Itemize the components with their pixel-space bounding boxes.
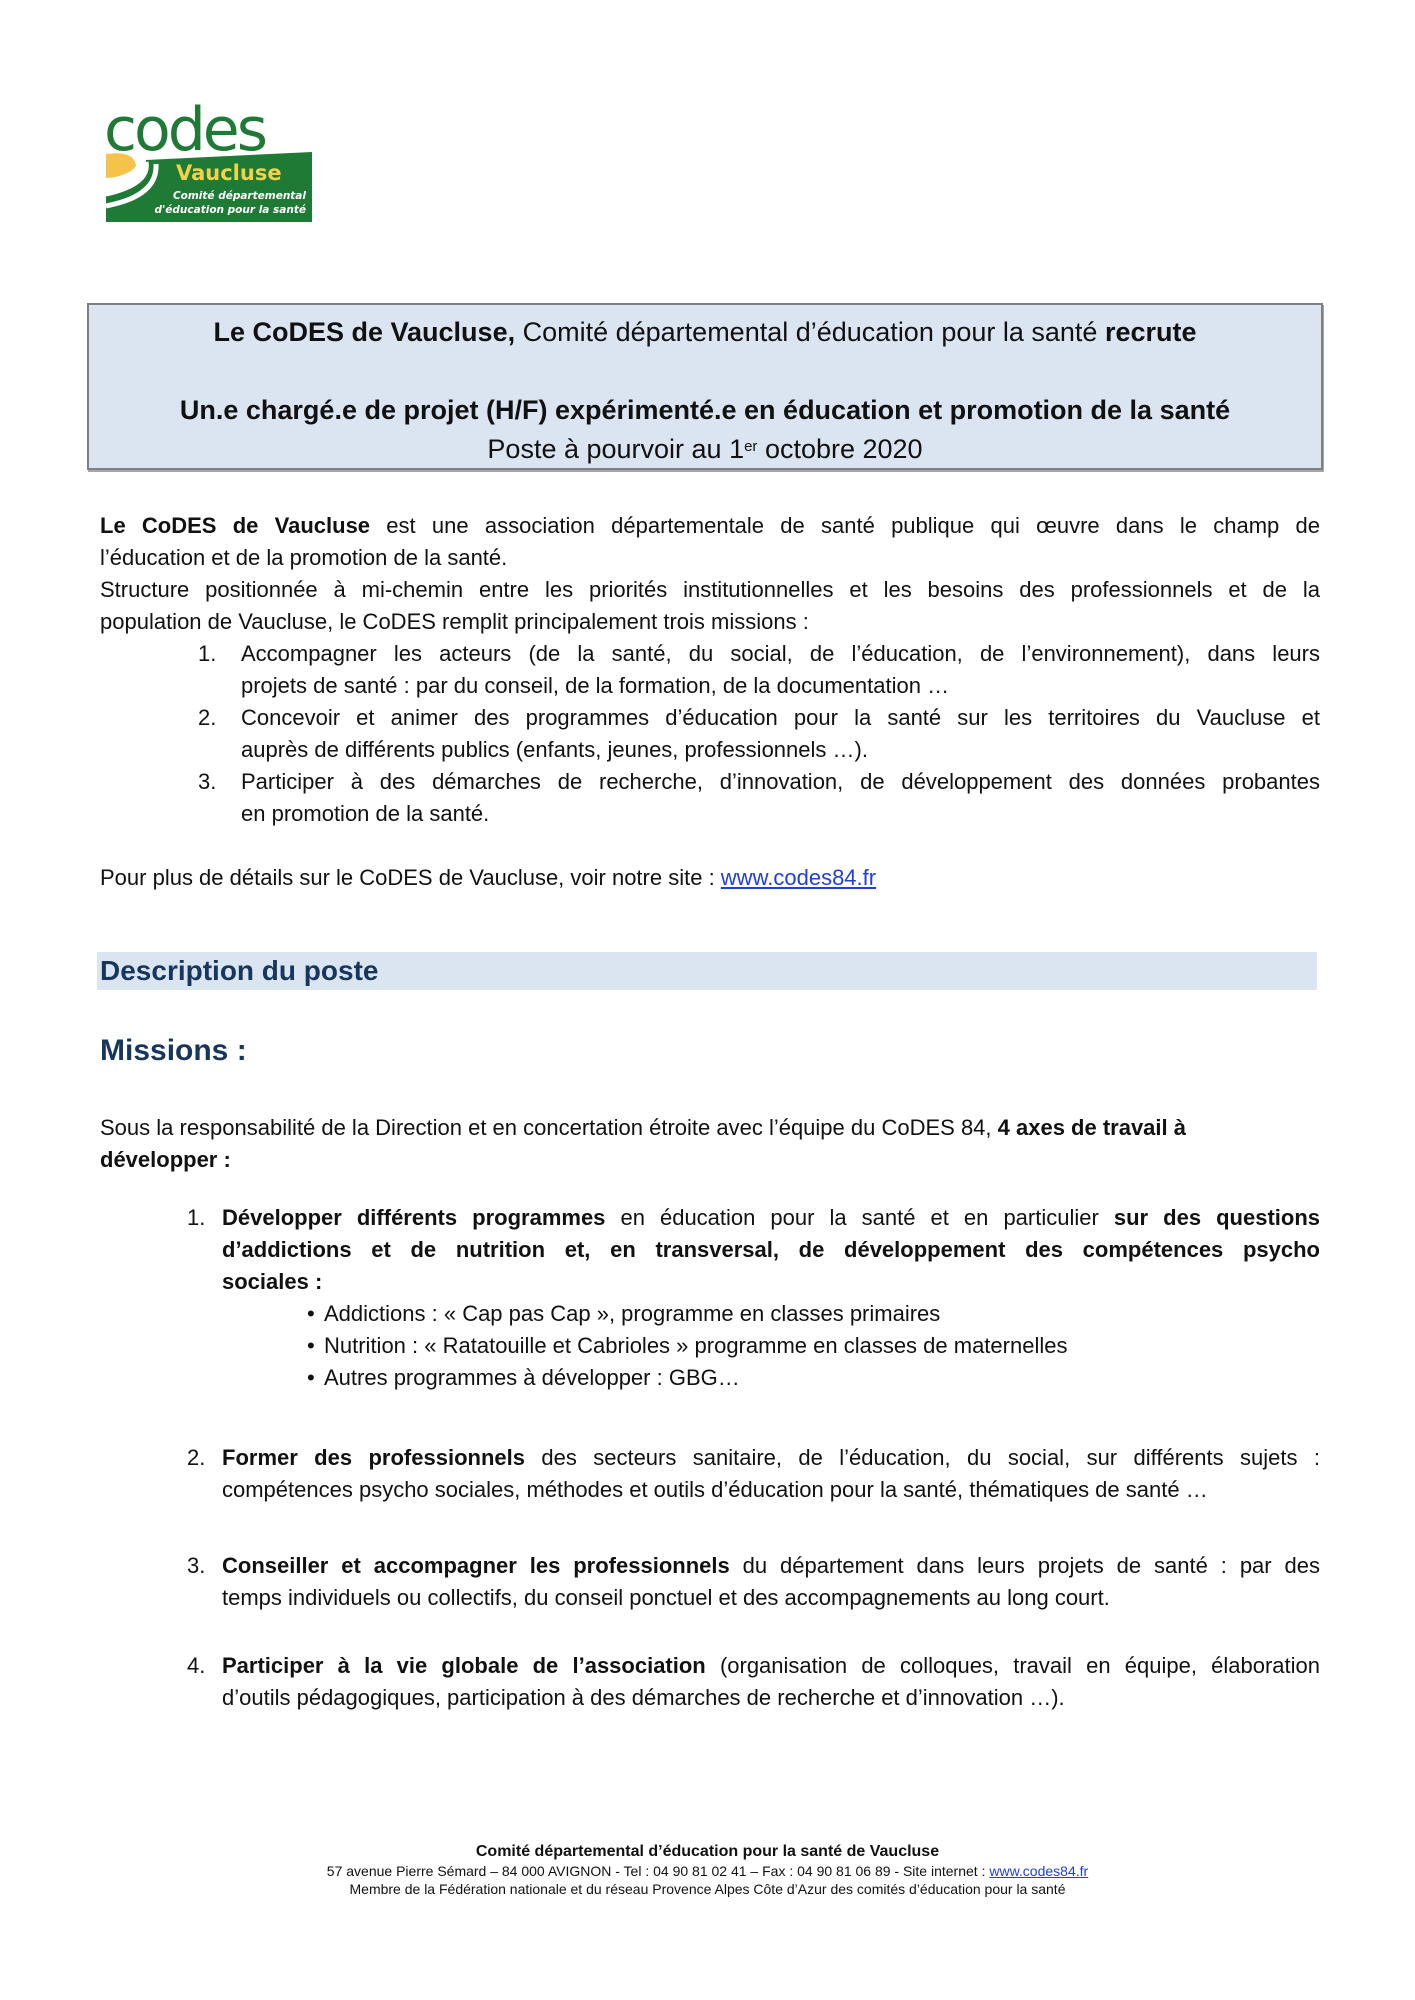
axis-bold: Participer à la vie globale de l’association — [222, 1653, 706, 1678]
list-item — [198, 638, 1320, 702]
footer-membership: Membre de la Fédération nationale et du réseau Provence Alpes Côte d’Azur des comités d’éducation pour la santé — [349, 1881, 1066, 1897]
list-item-line: Concevoir et animer des programmes d’éducation pour la santé sur les territoires du Vaucluse et — [241, 705, 1320, 730]
list-number: 1. — [198, 641, 217, 666]
org-description: Comité départemental d’éducation pour la santé — [515, 317, 1105, 347]
axis-bold: Former des professionnels — [222, 1445, 525, 1470]
footer-title: Comité départemental d’éducation pour la santé de Vaucluse — [475, 1843, 940, 1860]
axis-text: (organisation de colloques, travail en équipe, élaboration — [705, 1653, 1320, 1678]
website-link[interactable]: www.codes84.fr — [720, 865, 877, 890]
axis-text: du département dans leurs projets de santé : par des — [729, 1553, 1321, 1578]
axis-line: temps individuels ou collectifs, du conseil ponctuel et des accompagnements au long court. — [222, 1585, 1110, 1610]
axis-line: compétences psycho sociales, méthodes et outils d’éducation pour la santé, thématiques de santé … — [222, 1477, 1208, 1502]
bullet-text: Addictions : « Cap pas Cap », programme en classes primaires — [324, 1301, 941, 1326]
website-line — [100, 862, 1320, 894]
axis-bold: Développer différents programmes — [222, 1205, 606, 1230]
axis-item-3 — [187, 1550, 1320, 1614]
axis-item-4 — [187, 1650, 1320, 1714]
bullet-icon: • — [307, 1333, 315, 1358]
axis-line — [222, 1202, 1320, 1234]
intro-line-1-text: est une association départementale de santé publique qui œuvre dans le champ de — [370, 513, 1320, 538]
intro-org-name: Le CoDES de Vaucluse — [100, 513, 371, 538]
intro-paragraph — [100, 510, 1320, 638]
list-number: 1. — [187, 1205, 206, 1230]
axis-line — [222, 1550, 1320, 1582]
bullet-item — [307, 1298, 1320, 1330]
job-title-box — [87, 303, 1323, 470]
list-number: 2. — [187, 1445, 206, 1470]
axis-bold: Conseiller et accompagner les professionnels — [222, 1553, 730, 1578]
svg-text:Vaucluse: Vaucluse — [176, 161, 282, 185]
codes-vaucluse-logo — [106, 104, 312, 224]
list-item-line: Participer à des démarches de recherche, d’innovation, de développement des données probantes — [241, 769, 1320, 794]
bullet-item — [307, 1330, 1320, 1362]
axis-item-2 — [187, 1442, 1320, 1506]
missions-lead — [100, 1112, 1320, 1176]
page-footer — [0, 1842, 1415, 1898]
list-number: 2. — [198, 705, 217, 730]
intro-line-2: l’éducation et de la promotion de la santé. — [100, 545, 508, 570]
lead-line-2: développer : — [100, 1147, 231, 1172]
lead-line-1 — [100, 1112, 1320, 1144]
axis-line: sociales : — [222, 1269, 323, 1294]
start-date-suffix: octobre 2020 — [757, 434, 923, 464]
recruits-label: recrute — [1104, 317, 1197, 347]
codes-missions-list — [198, 638, 1320, 830]
axis-text: en éducation pour la santé et en particulier — [605, 1205, 1114, 1230]
bullet-icon: • — [307, 1301, 315, 1326]
section-title-description: Description du poste — [100, 955, 379, 986]
svg-text:Comité départemental: Comité départemental — [172, 190, 306, 202]
lead-text: Sous la responsabilité de la Direction et en concertation étroite avec l’équipe du CoDES 84, — [100, 1115, 998, 1140]
job-title: Un.e chargé.e de projet (H/F) expérimenté.e en éducation et promotion de la santé — [179, 395, 1231, 425]
start-date-prefix: Poste à pourvoir au 1 — [487, 434, 745, 464]
bullet-icon: • — [307, 1365, 315, 1390]
list-number: 3. — [187, 1553, 206, 1578]
missions-heading: Missions : — [100, 1034, 247, 1067]
list-number: 4. — [187, 1653, 206, 1678]
footer-address-text: 57 avenue Pierre Sémard – 84 000 AVIGNON - Tel : 04 90 81 02 41 – Fax : 04 90 81 06 89 - Site internet : — [326, 1863, 990, 1879]
start-date — [89, 432, 1321, 466]
list-item — [198, 766, 1320, 830]
svg-text:d'éducation pour la santé: d'éducation pour la santé — [154, 204, 306, 216]
intro-line-4: population de Vaucluse, le CoDES remplit principalement trois missions : — [100, 609, 809, 634]
axis-bold: sur des questions — [1113, 1205, 1321, 1230]
list-item-line: auprès de différents publics (enfants, jeunes, professionnels …). — [241, 737, 868, 762]
intro-line-3: Structure positionnée à mi-chemin entre les priorités institutionnelles et les besoins des professionnels et de la — [100, 577, 1320, 602]
footer-address — [0, 1862, 1415, 1880]
bullet-text: Autres programmes à développer : GBG… — [324, 1365, 740, 1390]
footer-website-link[interactable]: www.codes84.fr — [989, 1863, 1089, 1879]
org-name: Le CoDES de Vaucluse, — [213, 317, 516, 347]
title-line-1 — [89, 315, 1321, 349]
logo-graphic-icon — [106, 104, 312, 224]
list-number: 3. — [198, 769, 217, 794]
axis-item-1 — [187, 1202, 1320, 1394]
start-date-sup: er — [744, 438, 758, 455]
website-text: Pour plus de détails sur le CoDES de Vaucluse, voir notre site : — [100, 865, 721, 890]
intro-line-1 — [100, 510, 1320, 542]
list-item-line: Accompagner les acteurs (de la santé, du social, de l’éducation, de l’environnement), dans leurs — [241, 641, 1320, 666]
axis-line: d’outils pédagogiques, participation à des démarches de recherche et d’innovation …). — [222, 1685, 1065, 1710]
list-item-line: projets de santé : par du conseil, de la formation, de la documentation … — [241, 673, 950, 698]
axis-line — [222, 1650, 1320, 1682]
lead-bold: 4 axes de travail à — [997, 1115, 1186, 1140]
axis-line: d’addictions et de nutrition et, en transversal, de développement des compétences psycho — [222, 1237, 1320, 1262]
axis-line — [222, 1442, 1320, 1474]
logo-wordmark: codes — [106, 104, 265, 165]
list-item — [198, 702, 1320, 766]
bullet-item — [307, 1362, 1320, 1394]
axis-text: des secteurs sanitaire, de l’éducation, du social, sur différents sujets : — [524, 1445, 1320, 1470]
bullet-text: Nutrition : « Ratatouille et Cabrioles » programme en classes de maternelles — [324, 1333, 1068, 1358]
list-item-line: en promotion de la santé. — [241, 801, 490, 826]
